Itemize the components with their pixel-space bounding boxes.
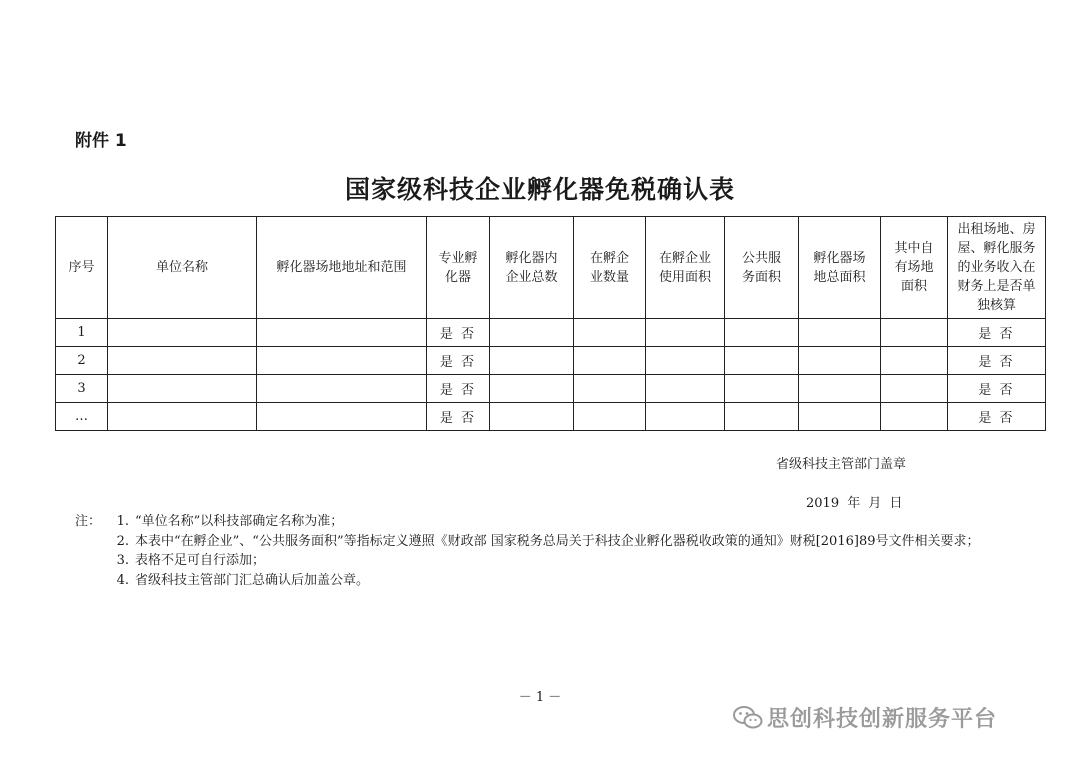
header-incubated-area: 在孵企业使用面积 (646, 217, 725, 319)
cell-specialized-choice[interactable]: 是 否 (427, 375, 490, 403)
seal-line: 省级科技主管部门盖章 (776, 457, 907, 472)
notes-label: 注： (75, 514, 102, 529)
watermark (733, 702, 997, 733)
row-number: … (56, 403, 108, 431)
cell-owned-area[interactable] (881, 347, 948, 375)
note-number: 1. (116, 514, 129, 529)
cell-owned-area[interactable] (881, 319, 948, 347)
cell-public-service-area[interactable] (725, 347, 799, 375)
note-item (75, 571, 1005, 591)
header-separate-accounting: 出租场地、房屋、孵化服务的业务收入在财务上是否单独核算 (948, 217, 1046, 319)
cell-accounting-choice[interactable]: 是 否 (948, 375, 1046, 403)
attachment-label: 附件 1 (75, 131, 127, 151)
note-item (75, 532, 1005, 552)
cell-owned-area[interactable] (881, 375, 948, 403)
cell-total-area[interactable] (799, 375, 881, 403)
note-number: 2. (116, 533, 129, 549)
cell-total-enterprises[interactable] (490, 319, 574, 347)
note-text: 省级科技主管部门汇总确认后加盖公章。 (135, 572, 370, 588)
header-address: 孵化器场地地址和范围 (257, 217, 427, 319)
cell-owned-area[interactable] (881, 403, 948, 431)
table-row (56, 347, 1046, 375)
row-number: 3 (56, 375, 108, 403)
note-item (75, 551, 1005, 571)
confirmation-table (55, 216, 1046, 431)
cell-total-enterprises[interactable] (490, 403, 574, 431)
header-no: 序号 (56, 217, 108, 319)
note-item (75, 512, 1005, 532)
cell-unit-name[interactable] (108, 375, 257, 403)
cell-accounting-choice[interactable]: 是 否 (948, 403, 1046, 431)
cell-total-area[interactable] (799, 319, 881, 347)
watermark-text: 思创科技创新服务平台 (767, 707, 998, 732)
cell-specialized-choice[interactable]: 是 否 (427, 403, 490, 431)
note-text: 表格不足可自行添加； (135, 553, 266, 568)
page-title: 国家级科技企业孵化器免税确认表 (344, 175, 735, 204)
cell-incubated-area[interactable] (646, 319, 725, 347)
cell-specialized-choice[interactable]: 是 否 (427, 347, 490, 375)
wechat-icon (733, 705, 763, 731)
cell-incubated-area[interactable] (646, 347, 725, 375)
note-number: 3. (116, 553, 129, 568)
cell-incubated-count[interactable] (574, 347, 646, 375)
table-row (56, 403, 1046, 431)
header-total-area: 孵化器场地总面积 (799, 217, 881, 319)
cell-total-enterprises[interactable] (490, 375, 574, 403)
header-total-enterprises: 孵化器内企业总数 (490, 217, 574, 319)
cell-unit-name[interactable] (108, 319, 257, 347)
header-public-service-area: 公共服务面积 (725, 217, 799, 319)
cell-total-area[interactable] (799, 403, 881, 431)
note-text: “单位名称”以科技部确定名称为准； (135, 514, 344, 529)
cell-total-area[interactable] (799, 347, 881, 375)
header-incubated-count: 在孵企业数量 (574, 217, 646, 319)
cell-address[interactable] (257, 347, 427, 375)
cell-incubated-area[interactable] (646, 403, 725, 431)
cell-address[interactable] (257, 319, 427, 347)
notes-section (75, 512, 1005, 590)
cell-incubated-area[interactable] (646, 375, 725, 403)
cell-accounting-choice[interactable]: 是 否 (948, 319, 1046, 347)
table-row (56, 319, 1046, 347)
date-line: 2019 年 月 日 (806, 496, 903, 511)
header-unit-name: 单位名称 (108, 217, 257, 319)
note-number: 4. (116, 572, 129, 588)
cell-incubated-count[interactable] (574, 319, 646, 347)
cell-incubated-count[interactable] (574, 375, 646, 403)
table-header-row (56, 217, 1046, 319)
page-number: － 1 － (518, 690, 562, 705)
note-text: 本表中“在孵企业”、“公共服务面积”等指标定义遵照《财政部 国家税务总局关于科技企业孵化器税收政策的通知》财税[2016]89号文件相关要求； (135, 533, 980, 549)
cell-total-enterprises[interactable] (490, 347, 574, 375)
cell-unit-name[interactable] (108, 347, 257, 375)
row-number: 1 (56, 319, 108, 347)
cell-incubated-count[interactable] (574, 403, 646, 431)
header-owned-area: 其中自有场地面积 (881, 217, 948, 319)
cell-unit-name[interactable] (108, 403, 257, 431)
cell-accounting-choice[interactable]: 是 否 (948, 347, 1046, 375)
cell-public-service-area[interactable] (725, 403, 799, 431)
header-specialized: 专业孵化器 (427, 217, 490, 319)
cell-public-service-area[interactable] (725, 319, 799, 347)
table-row (56, 375, 1046, 403)
cell-address[interactable] (257, 375, 427, 403)
cell-public-service-area[interactable] (725, 375, 799, 403)
cell-address[interactable] (257, 403, 427, 431)
cell-specialized-choice[interactable]: 是 否 (427, 319, 490, 347)
row-number: 2 (56, 347, 108, 375)
